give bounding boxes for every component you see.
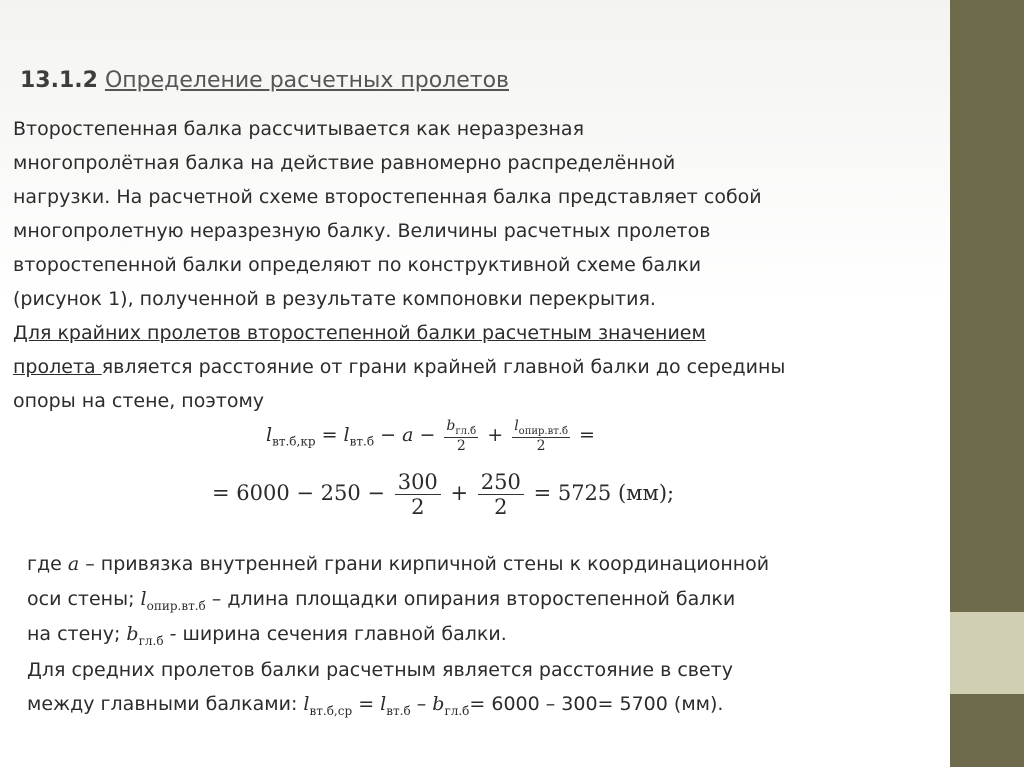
subscript: гл.б [444,703,470,718]
paragraph-line: (рисунок 1), полученной в результате компоновки перекрытия. [13,288,656,310]
symbol-l: l [343,423,350,446]
paragraph-line: многопролётная балка на действие равномерно распределённой [13,152,676,174]
minus-sign: − [380,423,397,446]
side-band-top [950,0,1024,612]
symbol-b: b [126,623,139,645]
plus-sign: + [450,481,469,505]
legend-line: Для средних пролетов балки расчетным является расстояние в свету [27,659,733,681]
section-heading: Определение расчетных пролетов [104,68,510,93]
denominator: 2 [536,437,546,454]
numerator: 300 [395,470,441,495]
formula-lead: = 6000 − 250 − [212,481,386,505]
text: на стену; [27,623,127,645]
symbol-b: b [446,418,456,434]
equals-sign: = [321,423,338,446]
section-number: 13.1.2 [20,68,98,93]
fraction [395,470,441,519]
subscript: вт.б,кр [272,434,316,449]
subscript: опир.вт.б [518,425,568,437]
text: где [27,553,68,575]
symbol-l: l [266,423,273,446]
symbol-a: a [67,553,80,575]
denominator: 2 [494,495,508,519]
legend-line [27,588,735,613]
paragraph-line: Второстепенная балка рассчитывается как неразрезная [13,118,585,140]
denominator: 2 [411,495,425,519]
paragraph-line: многопролетную неразрезную балку. Величины расчетных пролетов [13,220,711,242]
symbol-l: l [380,693,387,715]
text: = [352,693,381,715]
text: оси стены; [27,588,141,610]
subscript: вт.б [386,703,411,718]
numerator: 250 [478,470,524,495]
subscript: гл.б [138,633,164,648]
underlined-definition-end: пролета [13,356,102,378]
definition-rest: является расстояние от грани крайней главной балки до середины [101,356,786,378]
symbol-l: l [303,693,310,715]
legend-line [27,693,723,718]
formula-extreme-span [266,418,595,454]
subscript: гл.б [455,425,477,437]
formula-numeric [212,470,674,519]
text: – длина площадки опирания второстепенной балки [205,588,736,610]
subscript: опир.вт.б [146,598,206,613]
paragraph-line: нагрузки. На расчетной схеме второстепенная балка представляет собой [13,186,762,208]
paragraph-line: второстепенной балки определяют по конструктивной схеме балки [13,254,702,276]
symbol-l: l [140,588,147,610]
symbol-a: a [402,423,414,446]
symbol-b: b [432,693,445,715]
subscript: вт.б [349,434,375,449]
minus-sign: − [419,423,436,446]
section-title [20,68,509,93]
fraction [444,418,478,454]
text: между главными балками: [27,693,304,715]
underlined-definition: Для крайних пролетов второстепенной балки расчетным значением [13,322,706,344]
symbol-l: l [514,418,519,434]
text: – привязка внутренней грани кирпичной стены к координационной [79,553,770,575]
plus-sign: + [487,423,504,446]
legend-line [27,553,769,575]
text: – [410,693,433,715]
equals-sign: = [579,423,595,446]
fraction [512,418,570,454]
subscript: вт.б,ср [309,703,353,718]
denominator: 2 [456,437,466,454]
legend-line [27,623,507,648]
fraction [478,470,524,519]
text: - ширина сечения главной балки. [163,623,507,645]
paragraph-line [13,356,785,378]
paragraph-line: опоры на стене, поэтому [13,390,265,412]
side-band-middle [950,612,1024,694]
side-band-bottom [950,694,1024,767]
text: = 6000 – 300= 5700 (мм). [469,693,724,715]
formula-result: = 5725 (мм); [533,481,675,505]
